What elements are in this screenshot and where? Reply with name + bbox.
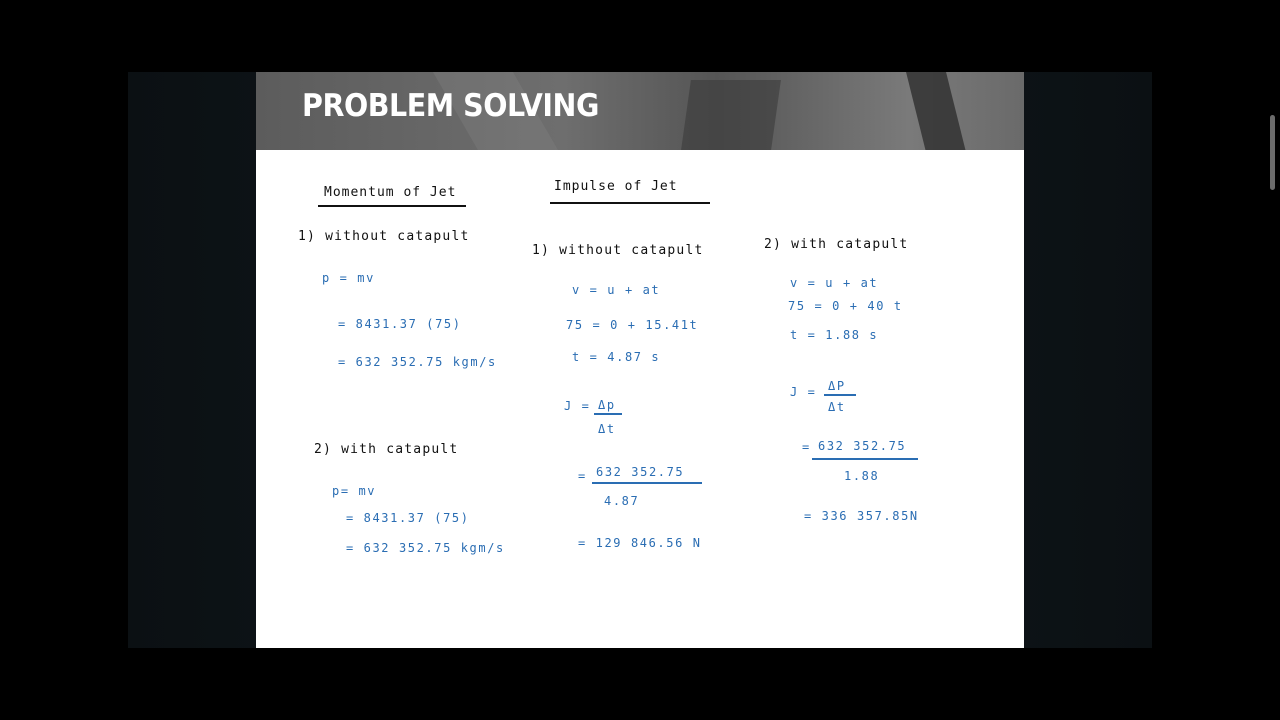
impulse-case2-calc-numerator: 632 352.75 xyxy=(818,439,907,453)
impulse-case1-line: t = 4.87 s xyxy=(572,350,661,364)
fraction-bar xyxy=(594,413,622,415)
impulse-case1-result: = 129 846.56 N xyxy=(578,536,702,550)
impulse-case2-line: t = 1.88 s xyxy=(790,328,879,342)
momentum-case2-result: = 632 352.75 kgm/s xyxy=(346,541,505,555)
impulse-case2-formula-denominator: Δt xyxy=(828,400,846,414)
presentation-slide xyxy=(256,72,1024,648)
slide-title: PROBLEM SOLVING xyxy=(302,88,599,124)
momentum-case1-label: 1) without catapult xyxy=(298,229,470,244)
jet-cockpit-image xyxy=(681,80,781,150)
impulse-case1-label: 1) without catapult xyxy=(532,243,704,258)
momentum-case1-result: = 632 352.75 kgm/s xyxy=(338,355,497,369)
momentum-case2-line: = 8431.37 (75) xyxy=(346,511,470,525)
momentum-case2-line: p= mv xyxy=(332,484,377,498)
momentum-case1-line: p = mv xyxy=(322,271,375,285)
impulse-case1-formula-denominator: Δt xyxy=(598,422,616,436)
scrollbar-thumb[interactable] xyxy=(1270,115,1275,190)
momentum-case2-label: 2) with catapult xyxy=(314,442,459,457)
impulse-case2-result: = 336 357.85N xyxy=(804,509,919,523)
impulse-case2-formula-lhs: J = xyxy=(790,385,817,399)
impulse-case2-line: 75 = 0 + 40 t xyxy=(788,299,903,313)
impulse-heading-underline xyxy=(550,202,710,204)
momentum-case1-line: = 8431.37 (75) xyxy=(338,317,462,331)
fraction-bar xyxy=(812,458,918,460)
impulse-case1-calc-numerator: 632 352.75 xyxy=(596,465,685,479)
impulse-case1-formula-lhs: J = xyxy=(564,399,591,413)
momentum-heading: Momentum of Jet xyxy=(324,185,457,200)
fraction-bar xyxy=(592,482,702,484)
impulse-case1-calc-denominator: 4.87 xyxy=(604,494,640,508)
jet-tail-image xyxy=(906,72,966,150)
impulse-case1-calc-eq: = xyxy=(578,469,587,483)
impulse-case1-formula-numerator: Δp xyxy=(598,398,616,412)
impulse-heading: Impulse of Jet xyxy=(554,179,678,194)
impulse-case2-calc-denominator: 1.88 xyxy=(844,469,880,483)
fraction-bar xyxy=(824,394,856,396)
momentum-heading-underline xyxy=(318,205,466,207)
impulse-case1-line: 75 = 0 + 15.41t xyxy=(566,318,699,332)
impulse-case2-label: 2) with catapult xyxy=(764,237,909,252)
impulse-case2-calc-eq: = xyxy=(802,440,811,454)
impulse-case1-line: v = u + at xyxy=(572,283,661,297)
slide-banner xyxy=(256,72,1024,150)
impulse-case2-line: v = u + at xyxy=(790,276,879,290)
impulse-case2-formula-numerator: ΔP xyxy=(828,379,846,393)
